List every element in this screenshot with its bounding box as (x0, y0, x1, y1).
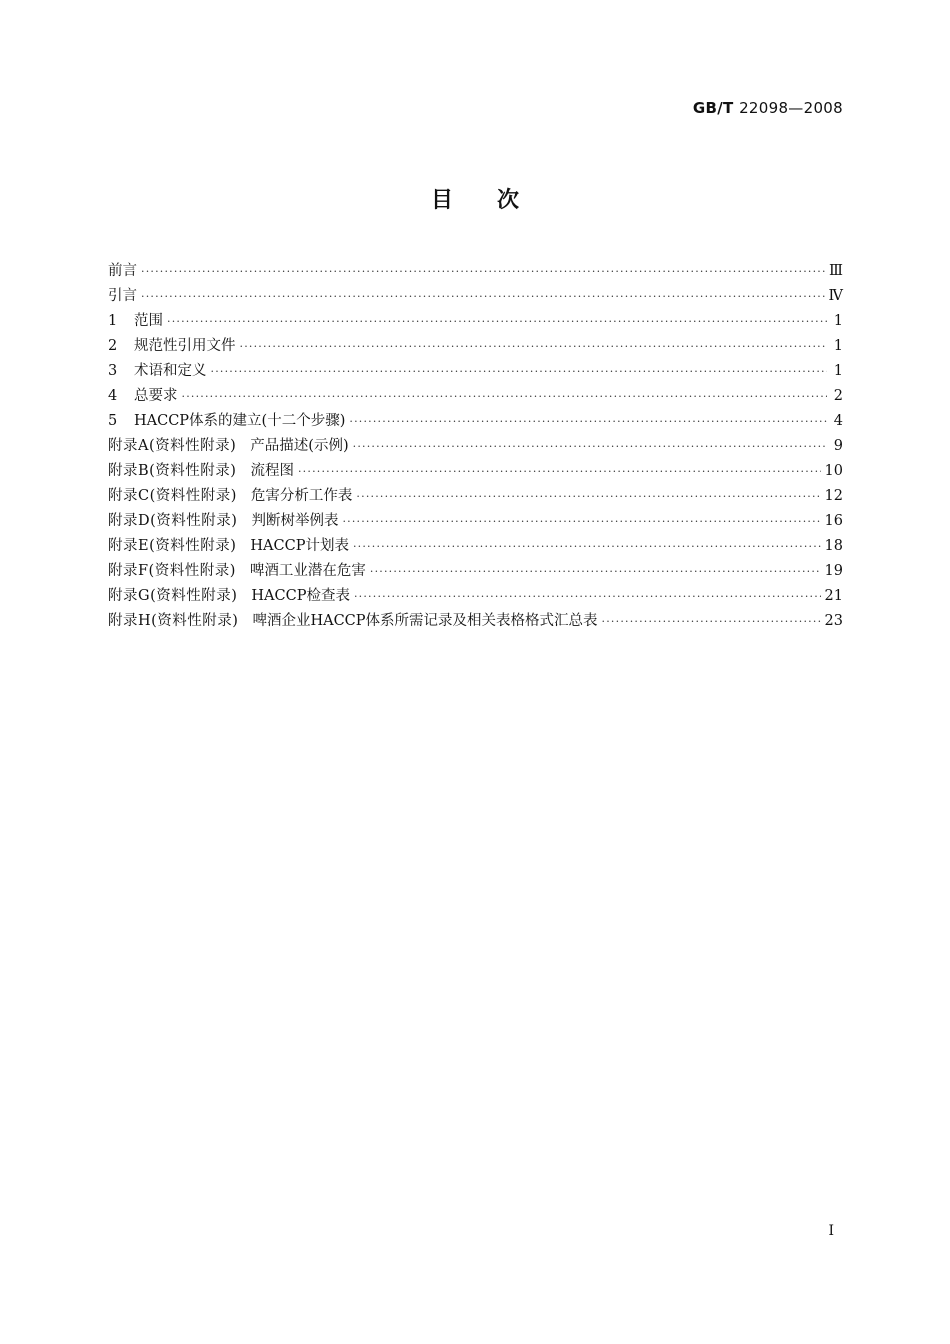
toc-entry-number: 3 (108, 363, 118, 379)
toc-entry-title: 流程图 (250, 463, 294, 479)
toc-entry-label (108, 334, 236, 355)
toc-entry-label (108, 584, 350, 605)
toc-entry-annex: 附录C(资料性附录) (108, 488, 237, 504)
toc-entry-title: 判断树举例表 (251, 513, 339, 529)
toc-dot-leader (240, 340, 828, 353)
toc-entry-label (108, 284, 137, 305)
toc-entry-title: 范围 (134, 313, 163, 329)
toc-entry[interactable] (108, 409, 843, 434)
toc-dot-leader (349, 415, 827, 428)
toc-dot-leader (141, 265, 825, 278)
toc-entry-number: 4 (108, 388, 118, 404)
toc-entry-number: 5 (108, 413, 118, 429)
toc-entry-number: 1 (108, 313, 118, 329)
toc-dot-leader (342, 515, 820, 528)
toc-dot-leader (298, 465, 821, 478)
toc-entry-title: HACCP检查表 (251, 588, 350, 604)
toc-entry-annex: 附录G(资料性附录) (108, 588, 238, 604)
toc-entry-annex: 附录B(资料性附录) (108, 463, 237, 479)
toc-entry-label (108, 534, 349, 555)
toc-entry[interactable] (108, 384, 843, 409)
toc-dot-leader (354, 590, 821, 603)
toc-entry-page: 12 (824, 488, 843, 504)
toc-entry-label (108, 509, 338, 530)
toc-entry-page: 9 (833, 438, 843, 454)
toc-entry-label (108, 484, 352, 505)
toc-dot-leader (211, 365, 828, 378)
toc-entry-title: 产品描述(示例) (250, 438, 349, 454)
toc-entry-page: 1 (833, 313, 843, 329)
toc-dot-leader (602, 615, 821, 628)
toc-entry-title: 总要求 (134, 388, 178, 404)
toc-entry-page: 10 (824, 463, 843, 479)
toc-entry-title: HACCP计划表 (250, 538, 349, 554)
table-of-contents (108, 259, 843, 634)
toc-entry[interactable] (108, 459, 843, 484)
standard-number: 22098—2008 (739, 99, 843, 117)
standard-prefix: GB/T (692, 99, 734, 117)
toc-entry[interactable] (108, 259, 843, 284)
toc-entry[interactable] (108, 509, 843, 534)
footer-page-number: Ⅰ (828, 1223, 834, 1239)
toc-entry[interactable] (108, 609, 843, 634)
standard-code (693, 99, 843, 117)
toc-entry-title: 啤酒工业潜在危害 (249, 563, 366, 579)
toc-entry-label (108, 384, 178, 405)
toc-dot-leader (141, 290, 825, 303)
toc-entry-label (108, 434, 349, 455)
toc-entry-title: 规范性引用文件 (134, 338, 236, 354)
toc-entry-title: 前言 (108, 263, 137, 279)
toc-entry[interactable] (108, 359, 843, 384)
toc-entry-annex: 附录H(资料性附录) (108, 613, 239, 629)
toc-entry-annex: 附录A(资料性附录) (108, 438, 237, 454)
toc-entry-page: 2 (833, 388, 843, 404)
toc-entry-page: 23 (824, 613, 843, 629)
toc-dot-leader (370, 565, 821, 578)
toc-entry[interactable] (108, 484, 843, 509)
toc-entry-page: 18 (824, 538, 843, 554)
toc-entry-page: 21 (824, 588, 843, 604)
toc-entry-label (108, 559, 366, 580)
toc-entry[interactable] (108, 334, 843, 359)
toc-entry-title: HACCP体系的建立(十二个步骤) (134, 413, 346, 429)
toc-entry-page: 19 (824, 563, 843, 579)
toc-entry-page: Ⅲ (829, 263, 843, 279)
toc-entry[interactable] (108, 584, 843, 609)
toc-entry-label (108, 459, 294, 480)
toc-entry-number: 2 (108, 338, 118, 354)
toc-entry-title: 术语和定义 (134, 363, 207, 379)
toc-entry-page: 1 (833, 338, 843, 354)
page-title: 目次 (430, 188, 563, 213)
toc-entry-title: 引言 (108, 288, 137, 304)
toc-entry-page: 4 (833, 413, 843, 429)
toc-entry-annex: 附录F(资料性附录) (108, 563, 236, 579)
toc-dot-leader (353, 440, 827, 453)
toc-entry[interactable] (108, 559, 843, 584)
toc-entry-label (108, 409, 345, 430)
toc-entry-page: Ⅳ (828, 288, 843, 304)
toc-entry-label (108, 609, 598, 630)
toc-entry[interactable] (108, 309, 843, 334)
toc-dot-leader (167, 315, 827, 328)
toc-entry-label (108, 259, 137, 280)
toc-dot-leader (356, 490, 820, 503)
toc-entry-annex: 附录D(资料性附录) (108, 513, 238, 529)
toc-entry[interactable] (108, 534, 843, 559)
toc-entry-label (108, 309, 163, 330)
toc-entry-title: 危害分析工作表 (250, 488, 353, 504)
toc-entry-annex: 附录E(资料性附录) (108, 538, 237, 554)
toc-dot-leader (182, 390, 828, 403)
toc-entry-page: 16 (824, 513, 843, 529)
toc-entry[interactable] (108, 434, 843, 459)
toc-entry-label (108, 359, 207, 380)
toc-entry[interactable] (108, 284, 843, 309)
toc-entry-title: 啤酒企业HACCP体系所需记录及相关表格格式汇总表 (252, 613, 598, 629)
toc-dot-leader (353, 540, 821, 553)
toc-entry-page: 1 (833, 363, 843, 379)
